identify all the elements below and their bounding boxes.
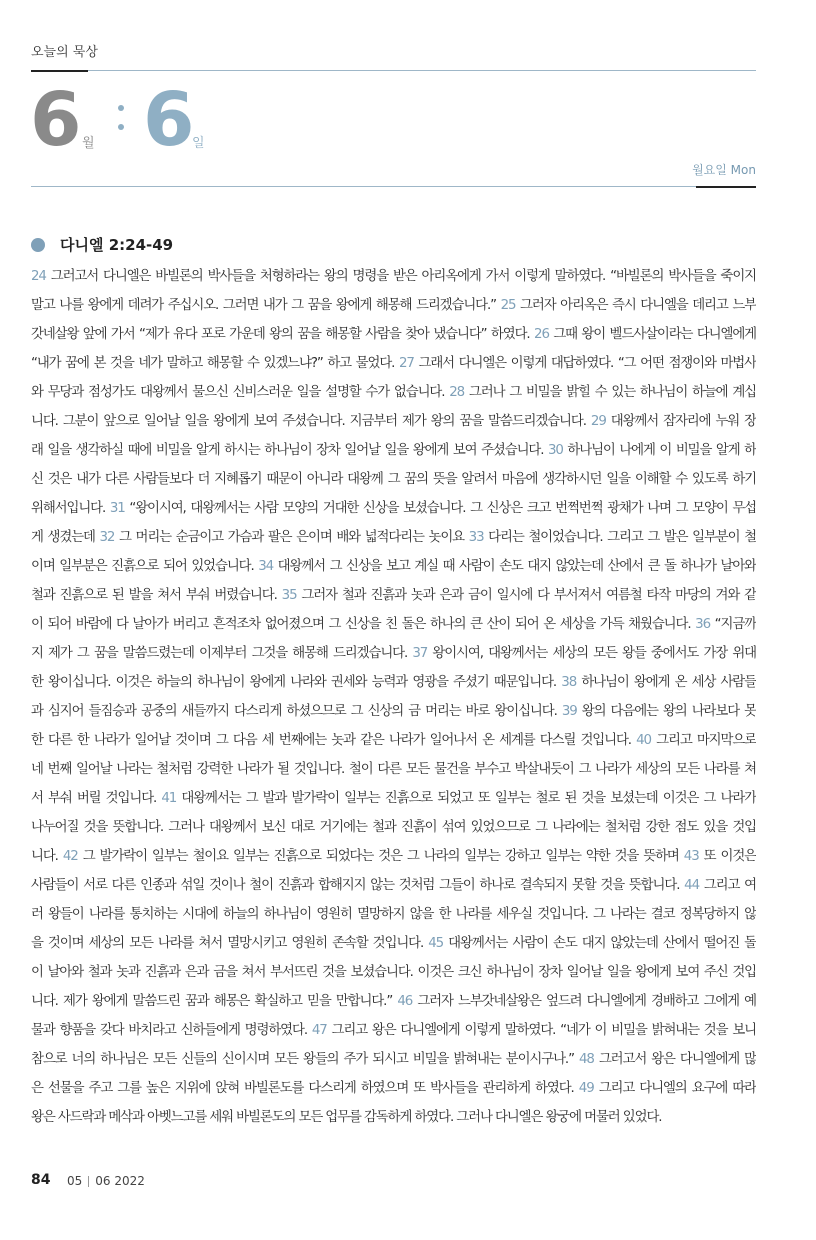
- verse-number: 32: [99, 530, 115, 545]
- day-unit: 일: [192, 136, 205, 151]
- verse-text: 위해서입니다.: [31, 501, 110, 516]
- verse-number: 24: [31, 269, 46, 284]
- header-top-rule: [88, 70, 756, 71]
- verse-text: 네 번째 일어날 나라는 철처럼 강력한 나라가 될 것입니다. 철이 다른 모든 물건을 부수고 박살내듯이 그 나라가 세상의 모든 나라를 쳐: [31, 762, 756, 777]
- date-colon: [118, 100, 124, 132]
- verse-text: 그러자 느부갓네살왕은 엎드려 다니엘에게 경배하고 그에게 예: [412, 994, 756, 1009]
- verse-number: 44: [684, 878, 700, 893]
- passage-reference: 다니엘 2:24-49: [60, 236, 174, 254]
- verse-text: 대왕께서 잠자리에 누워 장: [605, 414, 756, 429]
- day-number: 6: [143, 77, 193, 163]
- verse-text: 그러자 철과 진흙과 놋과 은과 금이 일시에 다 부서져서 여름철 타작 마당의 겨와 같: [296, 588, 756, 603]
- verse-text: 그리고 마지막으로: [650, 733, 756, 748]
- verse-text: 하나님이 나에게 이 비밀을 알게 하: [562, 443, 756, 458]
- month-number: 6: [30, 77, 80, 163]
- verse-number: 28: [449, 385, 465, 400]
- verse-text: 은 선물을 주고 그를 높은 지위에 앉혀 바빌론도를 다스리게 하였으며 또 박사들을 관리하게 하였다.: [31, 1081, 579, 1096]
- verse-text: 러 왕들이 나라를 통치하는 시대에 하늘의 하나님이 영원히 멸망하지 않을 한 나라를 세우실 것입니다. 그 나라는 결코 정복당하지 않: [31, 907, 756, 922]
- verse-text: 그리고 여: [699, 878, 756, 893]
- passage-body: [31, 262, 756, 1132]
- passage-line: [31, 900, 756, 929]
- verse-text: 한 다른 한 나라가 일어날 것이며 그 다음 세 번째에는 놋과 같은 나라가 일어나서 온 세계를 다스릴 것입니다.: [31, 733, 637, 748]
- verse-text: 물과 향품을 갖다 바치라고 신하들에게 명령하였다.: [31, 1023, 312, 1038]
- verse-number: 48: [578, 1052, 594, 1067]
- verse-number: 38: [561, 675, 577, 690]
- verse-text: 참으로 너의 하나님은 모든 신들의 신이시며 모든 왕들의 주가 되시고 비밀을 밝혀내는 분이시구나.”: [31, 1052, 579, 1067]
- passage-line: [31, 639, 756, 668]
- verse-text: 그리고 다니엘의 요구에 따라: [593, 1081, 756, 1096]
- passage-line: [31, 262, 756, 291]
- verse-text: 그러자 아리옥은 즉시 다니엘을 데리고 느부: [515, 298, 756, 313]
- verse-text: “지금까: [710, 617, 756, 632]
- passage-line: [31, 581, 756, 610]
- passage-line: [31, 291, 756, 320]
- verse-text: 대왕께서는 그 발과 발가락이 일부는 진흙으로 되었고 또 일부는 철로 된 것을 보셨는데 이것은 그 나라가: [176, 791, 756, 806]
- section-label-underline: [31, 70, 88, 72]
- verse-text: 한 왕이십니다. 이것은 하늘의 하나님이 왕에게 나라와 권세와 능력과 영광을 주셨기 때문입니다.: [31, 675, 562, 690]
- verse-number: 40: [636, 733, 651, 748]
- passage-line: [31, 987, 756, 1016]
- verse-number: 47: [311, 1023, 327, 1038]
- verse-text: “왕이시여, 대왕께서는 사람 모양의 거대한 신상을 보셨습니다. 그 신상은 크고 번쩍번쩍 광채가 나며 그 모양이 무섭: [124, 501, 756, 516]
- verse-text: 니다. 제가 왕에게 말씀드린 꿈과 해몽은 확실하고 믿을 만합니다.”: [31, 994, 398, 1009]
- weekday-underline: [696, 186, 756, 188]
- passage-line: [31, 958, 756, 987]
- passage-line: [31, 465, 756, 494]
- passage-line: [31, 842, 756, 871]
- verse-text: 철과 진흙으로 된 발을 쳐서 부숴 버렸습니다.: [31, 588, 282, 603]
- verse-text: 니다.: [31, 849, 63, 864]
- verse-text: 왕의 다음에는 왕의 나라보다 못: [576, 704, 756, 719]
- verse-text: 대왕께서 그 신상을 보고 계실 때 사람이 손도 대지 않았는데 산에서 큰 돌 하나가 날아와: [273, 559, 756, 574]
- passage-line: [31, 552, 756, 581]
- verse-number: 46: [397, 994, 413, 1009]
- verse-text: 그때 왕이 벨드사살이라는 다니엘에게: [548, 327, 756, 342]
- verse-text: 나누어질 것을 뜻합니다. 그러나 대왕께서 보신 대로 거기에는 철과 진흙이 섞여 있었으므로 그 나라에는 철처럼 강한 점도 있을 것입: [31, 820, 756, 835]
- passage-line: [31, 436, 756, 465]
- verse-text: 지 제가 그 꿈을 말씀드렸는데 이제부터 그것을 해몽해 드리겠습니다.: [31, 646, 413, 661]
- passage-line: [31, 407, 756, 436]
- verse-text: 그러고서 왕은 다니엘에게 많: [593, 1052, 756, 1067]
- issue-date: [67, 1174, 145, 1188]
- weekday-label: 월요일 Mon: [692, 163, 756, 177]
- verse-text: 갓네살왕 앞에 가서 “제가 유다 포로 가운데 왕의 꿈을 해몽할 사람을 찾아 냈습니다” 하였다.: [31, 327, 535, 342]
- verse-text: 을 것이며 세상의 모든 나라를 쳐서 멸망시키고 영원히 존속할 것입니다.: [31, 936, 429, 951]
- verse-text: 그래서 다니엘은 이렇게 대답하였다. “그 어떤 점쟁이와 마법사: [413, 356, 756, 371]
- passage-line: [31, 697, 756, 726]
- passage-line: [31, 1103, 756, 1132]
- verse-number: 37: [412, 646, 428, 661]
- verse-text: 왕이시여, 대왕께서는 세상의 모든 왕들 중에서도 가장 위대: [427, 646, 756, 661]
- verse-text: 그 머리는 순금이고 가슴과 팔은 은이며 배와 넓적다리는 놋이요: [114, 530, 469, 545]
- passage-line: [31, 320, 756, 349]
- verse-text: 이며 일부분은 진흙으로 되어 있었습니다.: [31, 559, 259, 574]
- passage-line: [31, 610, 756, 639]
- verse-text: 래 일을 생각하실 때에 비밀을 알게 하시는 하나님이 장차 일어날 일을 왕에게 보여 주셨습니다.: [31, 443, 548, 458]
- verse-number: 49: [578, 1081, 594, 1096]
- verse-number: 41: [161, 791, 177, 806]
- section-label: 오늘의 묵상: [31, 45, 98, 60]
- verse-text: 그리고 왕은 다니엘에게 이렇게 말하였다. “네가 이 비밀을 밝혀내는 것을 보니: [326, 1023, 756, 1038]
- passage-line: [31, 378, 756, 407]
- verse-text: 왕은 사드락과 메삭과 아벳느고를 세워 바빌론도의 모든 업무를 감독하게 하였다. 그러나 다니엘은 왕궁에 머물러 있었다.: [31, 1110, 662, 1125]
- passage-line: [31, 871, 756, 900]
- verse-number: 35: [281, 588, 297, 603]
- issue-month: 05: [67, 1174, 83, 1188]
- verse-text: 말고 나를 왕에게 데려가 주십시오. 그러면 내가 그 꿈을 왕에게 해몽해 드리겠습니다.”: [31, 298, 501, 313]
- verse-text: 이 날아와 철과 놋과 진흙과 은과 금을 쳐서 부서뜨린 것을 보셨습니다. 이것은 크신 하나님이 장차 일어날 일을 왕에게 보여 주신 것입: [31, 965, 756, 980]
- verse-text: 서 부숴 버릴 것입니다.: [31, 791, 162, 806]
- verse-number: 42: [62, 849, 78, 864]
- verse-number: 33: [468, 530, 484, 545]
- bullet-dot-icon: [31, 238, 45, 252]
- verse-number: 27: [398, 356, 414, 371]
- passage-line: [31, 1045, 756, 1074]
- divider: [88, 1176, 89, 1187]
- passage-line: [31, 1074, 756, 1103]
- passage-line: [31, 1016, 756, 1045]
- page-number: 84: [31, 1172, 51, 1188]
- passage-line: [31, 668, 756, 697]
- passage-line: [31, 523, 756, 552]
- verse-number: 45: [428, 936, 444, 951]
- verse-text: 대왕께서는 사람이 손도 대지 않았는데 산에서 떨어진 돌: [443, 936, 756, 951]
- verse-text: 신 것은 내가 다른 사람들보다 더 지혜롭기 때문이 아니라 대왕께 그 꿈의 뜻을 알려서 마음에 생각하시던 일을 이해할 수 있도록 하기: [31, 472, 756, 487]
- issue-year: 06 2022: [95, 1174, 145, 1188]
- verse-text: 또 이것은: [698, 849, 756, 864]
- passage-line: [31, 813, 756, 842]
- verse-number: 29: [590, 414, 606, 429]
- passage-line: [31, 755, 756, 784]
- verse-text: 그 발가락이 일부는 철이요 일부는 진흙으로 되었다는 것은 그 나라의 일부는 강하고 일부는 약한 것을 뜻하며: [77, 849, 684, 864]
- verse-number: 34: [258, 559, 274, 574]
- verse-text: 그러고서 다니엘은 바빌론의 박사들을 처형하라는 왕의 명령을 받은 아리옥에게 가서 이렇게 말하였다. “바빌론의 박사들을 죽이지: [45, 269, 756, 284]
- passage-line: [31, 784, 756, 813]
- verse-text: 니다. 그분이 앞으로 일어날 일을 왕에게 보여 주셨습니다. 지금부터 제가 왕의 꿈을 말씀드리겠습니다.: [31, 414, 591, 429]
- verse-number: 39: [561, 704, 577, 719]
- header-bottom-rule: [31, 186, 696, 187]
- month-unit: 월: [82, 136, 95, 151]
- verse-number: 31: [109, 501, 125, 516]
- passage-line: [31, 929, 756, 958]
- passage-line: [31, 349, 756, 378]
- verse-text: 그러나 그 비밀을 밝힐 수 있는 하나님이 하늘에 계십: [464, 385, 756, 400]
- verse-text: “내가 꿈에 본 것을 네가 말하고 해몽할 수 있겠느냐?” 하고 물었다.: [31, 356, 399, 371]
- verse-text: 와 무당과 점성가도 대왕께서 물으신 신비스러운 일을 설명할 수가 없습니다.: [31, 385, 450, 400]
- verse-text: 이 되어 바람에 다 날아가 버리고 흔적조차 없어졌으며 그 신상을 친 돌은 하나의 큰 산이 되어 온 세상을 가득 채웠습니다.: [31, 617, 696, 632]
- verse-text: 게 생겼는데: [31, 530, 100, 545]
- verse-text: 사람들이 서로 다른 인종과 섞일 것이나 철이 진흙과 합해지지 않는 것처럼 그들이 하나로 결속되지 못할 것을 뜻합니다.: [31, 878, 685, 893]
- passage-line: [31, 494, 756, 523]
- verse-text: 다리는 철이었습니다. 그리고 그 발은 일부분이 철: [483, 530, 756, 545]
- verse-number: 25: [500, 298, 516, 313]
- verse-number: 26: [534, 327, 549, 342]
- verse-text: 과 심지어 들짐승과 공중의 새들까지 다스리게 하셨으므로 그 신상의 금 머리는 바로 왕이십니다.: [31, 704, 562, 719]
- verse-number: 36: [695, 617, 710, 632]
- verse-number: 43: [683, 849, 699, 864]
- passage-line: [31, 726, 756, 755]
- verse-text: 하나님이 왕에게 온 세상 사람들: [576, 675, 756, 690]
- verse-number: 30: [547, 443, 563, 458]
